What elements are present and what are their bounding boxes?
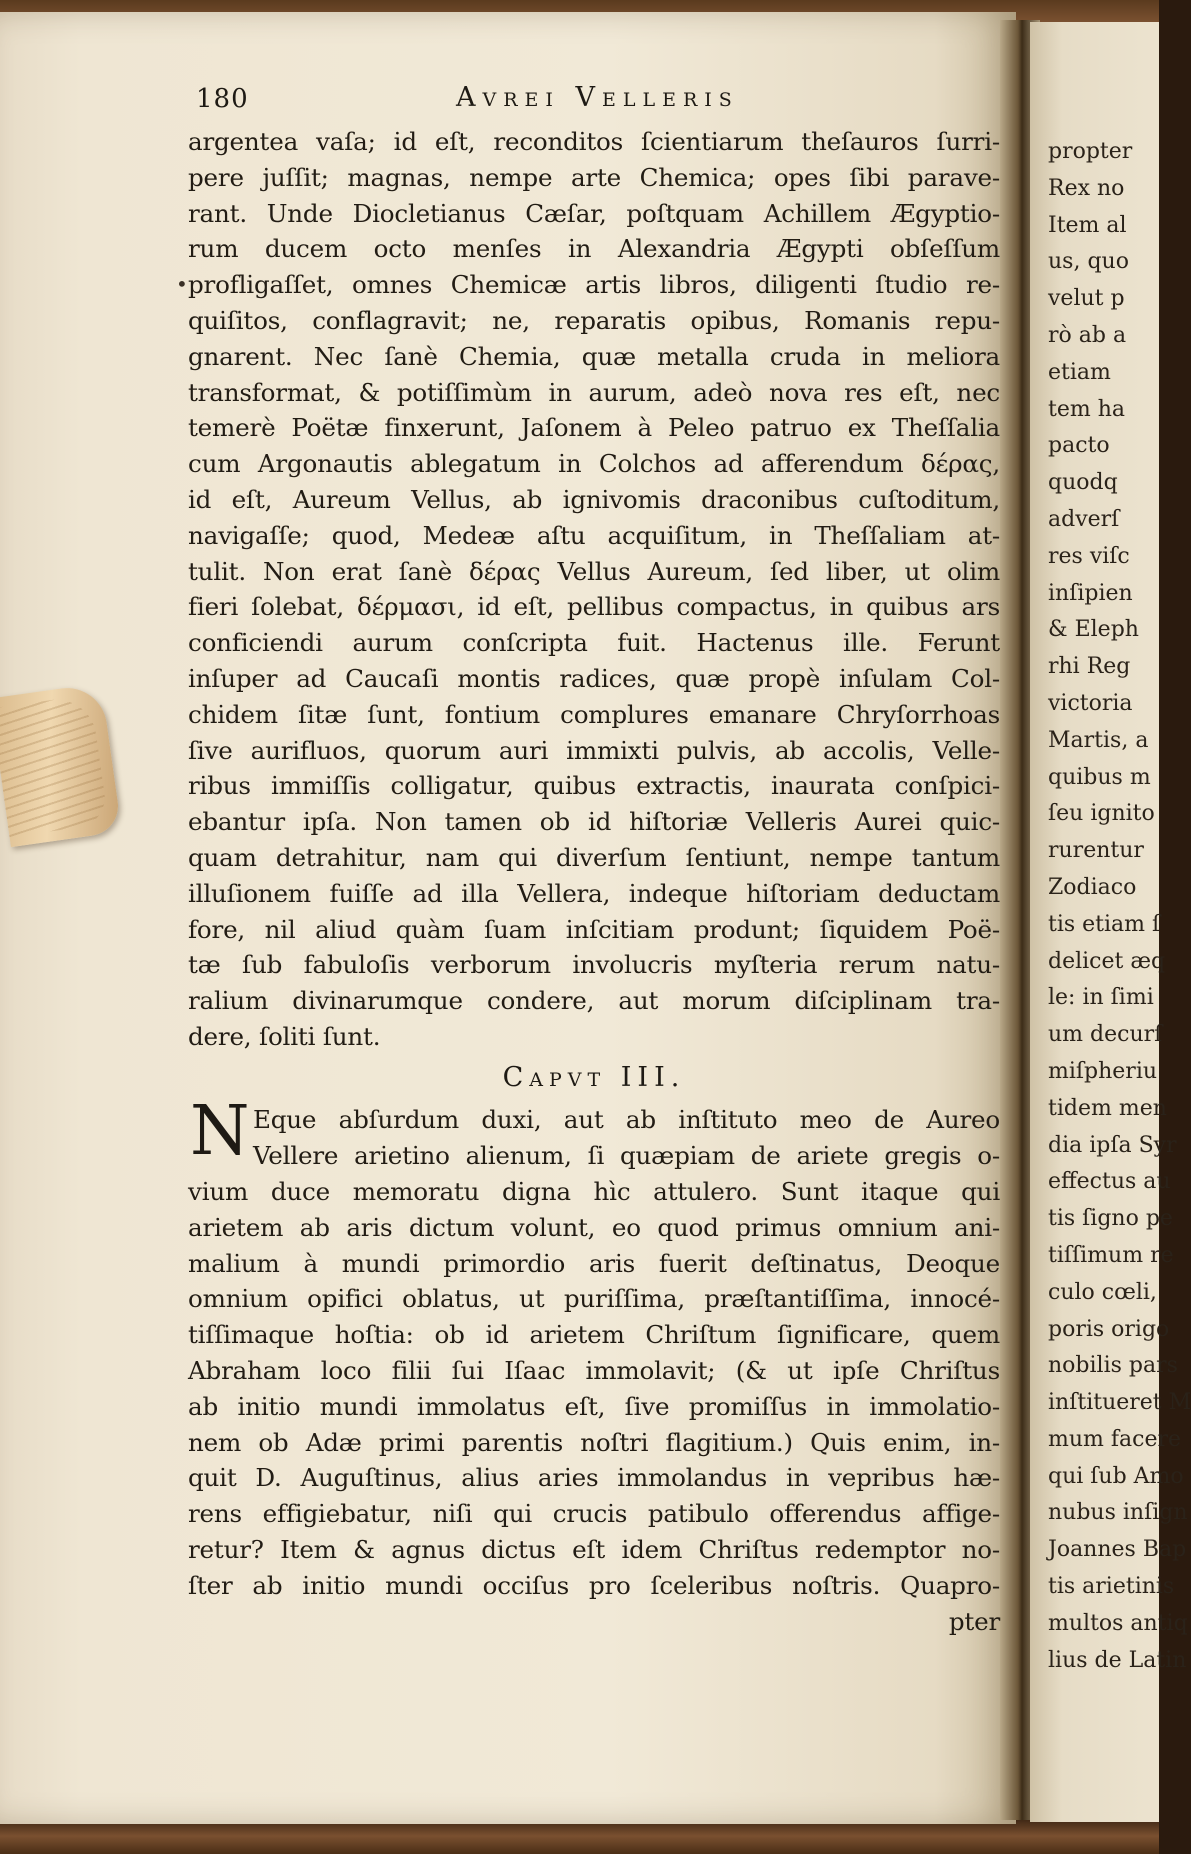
right-page-line: quodq	[1048, 470, 1118, 496]
right-page-line: inſipien	[1048, 580, 1133, 606]
text-line: tiſſimaque hoſtia: ob id arietem Chriſtum ſignificare, quem	[188, 1320, 1000, 1350]
text-line: chidem ſitæ ſunt, fontium complures emanare Chryſorrhoas	[188, 699, 1000, 729]
paragraph-body	[188, 124, 1000, 1055]
catchword: pter	[948, 1607, 1000, 1636]
right-page-line: inſtitueret M	[1048, 1390, 1191, 1416]
text-line: cum Argonautis ablegatum in Colchos ad afferendum δέρας,	[188, 449, 1000, 479]
text-line: ſive aurifluos, quorum auri immixti pulvis, ab accolis, Velle-	[188, 735, 1000, 765]
right-page-line: poris origo	[1048, 1316, 1170, 1342]
text-line: dere, ſoliti ſunt.	[188, 1021, 381, 1051]
text-line: vium duce memoratu digna hìc attulero. Sunt itaque qui	[188, 1177, 1000, 1206]
right-page-line: ſeu ignito	[1048, 801, 1155, 827]
right-page-line: Martis, a	[1048, 727, 1149, 753]
text-line: Eque abſurdum duxi, aut ab inſtituto meo de Aureo	[253, 1105, 1000, 1134]
right-page-line: adverſ	[1048, 506, 1120, 532]
right-page-line: Item al	[1048, 212, 1127, 238]
text-line: ralium divinarumque condere, aut morum diſciplinam tra-	[188, 986, 1000, 1016]
right-page-line: Joannes Bap	[1048, 1537, 1187, 1563]
right-page-line: & Eleph	[1048, 617, 1139, 643]
text-line: id eſt, Aureum Vellus, ab ignivomis draconibus cuſtoditum,	[188, 484, 1000, 514]
text-line: tulit. Non erat ſanè δέρας Vellus Aureum, ſed liber, ut olim	[188, 556, 1000, 586]
right-page-line: nubus inſign	[1048, 1500, 1188, 1526]
right-page-line: nobilis pars	[1048, 1353, 1178, 1379]
right-page-line: quibus m	[1048, 764, 1151, 790]
right-page-line: effectus au	[1048, 1169, 1171, 1195]
text-line: gnarent. Nec ſanè Chemia, quæ metalla cruda in meliora	[188, 341, 1000, 371]
right-page-line: delicet æq	[1048, 948, 1166, 974]
right-page-line: le: in ſimi	[1048, 985, 1154, 1011]
text-line: malium à mundi primordio aris fuerit deſtinatus, Deoque	[188, 1248, 1000, 1278]
chapter-heading: Capvt III.	[502, 1062, 686, 1093]
text-line: nem ob Adæ primi parentis noſtri flagitium.) Quis enim, in-	[188, 1427, 1000, 1457]
right-page-line: qui ſub Amo	[1048, 1463, 1184, 1489]
text-line: ab initio mundi immolatus eſt, ſive promiſſus in immolatio-	[188, 1391, 1000, 1421]
right-page-line: tidem men	[1048, 1095, 1167, 1121]
right-page-line: rhi Reg	[1048, 654, 1131, 680]
text-line: inſuper ad Caucaſi montis radices, quæ propè inſulam Col-	[188, 663, 1000, 693]
right-page-line: miſpheriu	[1048, 1058, 1158, 1084]
chapter-body	[188, 1174, 1000, 1604]
text-line: navigaſſe; quod, Medeæ aſtu acquiſitum, in Theſſaliam at-	[188, 520, 1000, 550]
right-page-line: tis arietinis	[1048, 1574, 1175, 1600]
text-line: ribus immiſſis colligatur, quibus extractis, inaurata conſpici-	[188, 771, 1000, 801]
right-page-line: tis etiam ſ	[1048, 911, 1161, 937]
text-line: argentea vaſa; id eſt, reconditos ſcientiarum theſauros ſurri-	[188, 127, 1000, 156]
text-line: transformat, & potiſſimùm in aurum, adeò nova res eſt, nec	[188, 377, 1000, 407]
right-page-line: res viſc	[1048, 543, 1130, 569]
text-line: tæ ſub fabuloſis verborum involucris myſteria rerum natu-	[188, 950, 1000, 980]
right-page-line: tem ha	[1048, 396, 1125, 422]
text-line: quit D. Auguſtinus, alius aries immolandus in vepribus hæ-	[188, 1463, 1000, 1493]
right-page-line: um decurſ	[1048, 1022, 1163, 1048]
right-page-line: mum facere	[1048, 1426, 1182, 1452]
text-line: arietem ab aris dictum volunt, eo quod primus omnium ani-	[188, 1212, 1000, 1242]
right-page-text	[1048, 134, 1191, 1679]
text-line: illuſionem fuiſſe ad illa Vellera, indeque hiſtoriam deductam	[188, 878, 1000, 908]
right-page-line: velut p	[1048, 286, 1125, 312]
right-page-line: etiam	[1048, 359, 1111, 385]
right-page-line: propter	[1048, 139, 1133, 164]
right-page	[1030, 22, 1191, 1822]
right-page-line: Zodiaco	[1048, 874, 1137, 900]
text-line: Vellere arietino alienum, ſi quæpiam de ariete gregis o-	[253, 1140, 1000, 1170]
right-page-line: tiſſimum re	[1048, 1242, 1174, 1268]
right-page-line: multos antiq	[1048, 1610, 1188, 1636]
right-page-line: rurentur	[1048, 838, 1144, 864]
right-page-line: us, quo	[1048, 249, 1129, 275]
drop-cap-initial: N	[190, 1092, 250, 1171]
text-line: profligaſſet, omnes Chemicæ artis libros, diligenti ſtudio re-	[188, 270, 1000, 300]
right-page-line: tis ſigno pe	[1048, 1206, 1173, 1232]
text-line: Abraham loco filii ſui Iſaac immolavit; (& ut ipſe Chriſtus	[188, 1355, 1000, 1385]
right-page-line: pacto	[1048, 433, 1110, 459]
text-line: fieri ſolebat, δέρμασι, id eſt, pellibus compactus, in quibus ars	[188, 592, 1000, 622]
running-head: Avrei Velleris	[456, 82, 739, 113]
right-page-line: Rex no	[1048, 175, 1125, 201]
text-line: quam detrahitur, nam qui diverſum ſentiunt, nempe tantum	[188, 842, 1000, 872]
text-line: ebantur ipſa. Non tamen ob id hiſtoriæ Velleris Aurei quic-	[188, 807, 1000, 837]
text-line: temerè Poëtæ finxerunt, Jaſonem à Peleo patruo ex Theſſalia	[188, 413, 1000, 443]
chapter-opening-lines	[253, 1102, 1000, 1174]
text-line: rens effigiebatur, niſi qui crucis patibulo offerendus affige-	[188, 1499, 1000, 1529]
text-line: quiſitos, conflagravit; ne, reparatis opibus, Romanis repu-	[188, 305, 1000, 335]
right-page-line: culo cœli,	[1048, 1279, 1157, 1305]
text-line: retur? Item & agnus dictus eſt idem Chriſtus redemptor no-	[188, 1534, 1000, 1564]
text-line: omnium opifici oblatus, ut puriſſima, præſtantiſſima, innocé-	[188, 1284, 1000, 1314]
text-line: pere juſſit; magnas, nempe arte Chemica; opes ſibi parave-	[188, 162, 1000, 192]
catchword-row	[188, 1604, 1000, 1640]
text-line: fore, nil aliud quàm ſuam inſcitiam produnt; ſiquidem Poë-	[188, 914, 1000, 944]
page-header	[196, 80, 1006, 120]
page-number: 180	[196, 84, 249, 114]
margin-mark: •	[176, 272, 188, 296]
right-page-line: rò ab a	[1048, 322, 1127, 348]
right-page-line: dia ipſa Syr	[1048, 1132, 1177, 1158]
text-line: ſter ab initio mundi occiſus pro ſceleribus noſtris. Quapro-	[188, 1570, 1000, 1600]
text-line: conficiendi aurum conſcripta fuit. Hactenus ille. Ferunt	[188, 628, 1000, 658]
text-line: rant. Unde Diocletianus Cæſar, poſtquam Achillem Ægyptio-	[188, 198, 1000, 228]
right-page-line: lius de Latin	[1048, 1647, 1187, 1673]
right-page-line: victoria	[1048, 690, 1133, 716]
text-line: rum ducem octo menſes in Alexandria Ægypti obſeſſum	[188, 234, 1000, 264]
